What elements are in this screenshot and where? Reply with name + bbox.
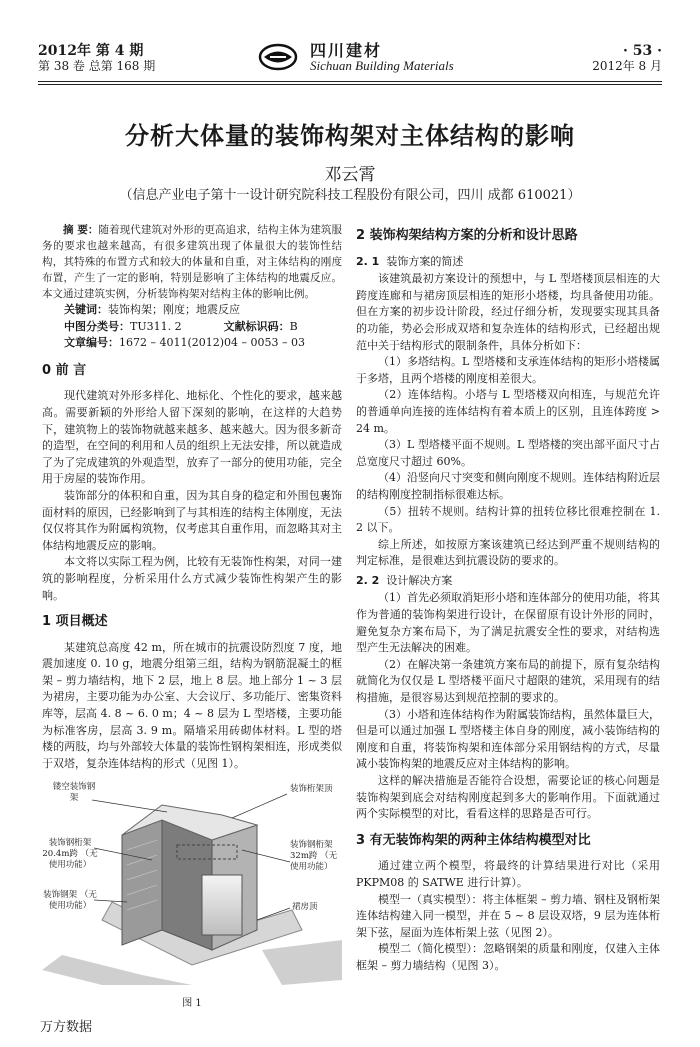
subsection-2-2-item-1: （1）首先必须取消矩形小塔和连体部分的使用功能，将其作为普通的装饰构架进行设计，在保留原有设计外形的同时，避免复杂方案布局下，为了满足抗震安全性的要求，对结构选型产生无法解决的困难。 (356, 591, 660, 655)
subsection-2-1-heading (356, 254, 660, 271)
issue-info (38, 44, 155, 74)
article-title: 分析大体量的装饰构架对主体结构的影响 (125, 122, 575, 150)
subsection-2-1-item-5: （5）扭转不规则。结构计算的扭转位移比很难控制在 1. 2 以下。 (356, 504, 660, 535)
abstract-label: 摘 要： (63, 224, 99, 236)
journal-name-en: Sichuan Building Materials (310, 58, 454, 73)
subsection-2-2-heading (356, 573, 660, 590)
section-0-paragraph-1: 现代建筑对外形多样化、地标化、个性化的要求，越来越高。需要新颖的外形给人留下深刻的影响，在这样的大趋势下，建筑物上的装饰物就越来越多、越来越大。因为很多新奇的造型，在空间的利用和人员的组织上无法安排，所以就造成了为了完成建筑的外观造型，放弃了一部分的使用功能，完全用于房屋的装饰作用。 (42, 389, 342, 486)
header-rule (38, 81, 662, 82)
issue-number: 2012年 第 4 期 (38, 43, 144, 59)
left-column (42, 222, 342, 1012)
subsection-2-2-item-2: （2）在解决第一条建筑方案布局的前提下，原有复杂结构就简化为仅仅是 L 型塔楼平面尺寸超限的建筑，采用现有的结构措施，是很容易达到规范控制的要求的。 (356, 657, 660, 705)
volume-number: 第 38 卷 总第 168 期 (38, 59, 156, 73)
issue-date: 2012年 8 月 (592, 59, 662, 73)
subsection-2-2-paragraph-1: 这样的解决措施是否能符合设想，需要论证的核心问题是装饰构架到底会对结构刚度起到多大的影响作用。下面就通过两个实际模型的对比，看看这样的思路是否可行。 (356, 774, 660, 821)
doc-code-value: B (289, 319, 298, 333)
article-number-line (42, 335, 342, 352)
subsection-2-1-paragraph-2: 综上所述，如按原方案该建筑已经达到严重不规则结构的判定标准，是很难达到抗震设防的要求的。 (356, 537, 660, 568)
section-3-paragraph-3: 模型二（简化模型）：忽略钢架的质量和刚度，仅建入主体框架 – 剪力墙结构（见图 3）。 (356, 942, 660, 972)
clc-label: 中图分类号： (64, 319, 130, 333)
page-number: · 53 · (623, 43, 662, 59)
figure-label-truss-top: 装饰桁架顶 (290, 784, 333, 795)
page-info (592, 44, 662, 74)
section-3-paragraph-1: 通过建立两个模型，将最终的计算结果进行对比（采用 PKPM08 的 SATWE 进行计算）。 (356, 859, 660, 889)
section-0-paragraph-3: 本文将以实际工程为例，比较有无装饰性构架，对同一建筑的影响程度，分析采用什么方式减少装饰性构架产生的影响。 (42, 555, 342, 602)
section-1-paragraph-1: 某建筑总高度 42 m，所在城市的抗震设防烈度 7 度，地震加速度 0. 10 g，地震分组第三组，结构为钢筋混凝土的框架 – 剪力墙结构，地下 2 层，地上 8 层。地上部分 1 ~ 3 层为裙房，主要功能为办公室、大会议厅、多功能厅、密集资料库等，层高 4. 8 ~ 6. 0 m；4 ~ 8 层为 L 型塔楼，主要功能为标准客房，层高 3. 9 m。隔墙采用砖砌体材料。L 型的塔楼的两肢，均与外部较大体量的装饰性钢构架相连，形成类似于双塔，复杂连体结构的形式（见图 1）。 (42, 640, 342, 770)
journal-name-cn: 四川建材 (310, 41, 383, 60)
doc-code-label: 文献标识码： (223, 319, 290, 333)
author-affiliation: （信息产业电子第十一设计研究院科技工程股份有限公司，四川 成都 610021） (119, 188, 581, 203)
building-rendering (42, 780, 342, 990)
abstract (42, 222, 342, 302)
figure-1 (42, 780, 342, 1012)
subsection-2-2-title: 设计解决方案 (386, 573, 453, 587)
section-0-heading: 0 前 言 (42, 362, 87, 378)
figure-label-steel-frame: 装饰钢架 （无使用功能） (43, 890, 97, 912)
keywords-text: 装饰构架；刚度；地震反应 (108, 303, 240, 316)
figure-label-hollow-frame: 镂空装饰钢架 (52, 782, 96, 804)
classification-line (42, 319, 342, 336)
figure-label-truss-20m: 装饰钢桁架 20.4m跨 （无使用功能） (42, 838, 98, 871)
journal-header (38, 38, 662, 80)
subsection-2-1-title: 装饰方案的简述 (386, 254, 464, 268)
right-column (356, 222, 660, 975)
subsection-2-2-item-3: （3）小塔和连体结构作为附属装饰结构，虽然体量巨大，但是可以通过加强 L 型塔楼主体自身的刚度，减小装饰结构的刚度和自重，将装饰构架和连体部分采用钢结构的方式，尽量减小装饰构架的地震反应对主体结构的影响。 (356, 707, 660, 771)
figure-1-caption: 图 1 (182, 998, 202, 1010)
section-3-paragraph-2: 模型一（真实模型）：将主体框架 – 剪力墙、钢柱及钢桁架连体结构建入同一模型，并在 5 ~ 8 层设双塔，9 层为连体桁架下弦，屋面为连体桁架上弦（见图 2）。 (356, 892, 660, 939)
subsection-2-1-number: 2. 1 (356, 254, 380, 268)
journal-logo (258, 38, 488, 78)
source-footer: 万方数据 (40, 1020, 93, 1035)
article-number-value: 1672 – 4011(2012)04 – 0053 – 03 (119, 336, 306, 350)
keywords-line (42, 302, 342, 319)
section-3-heading: 3 有无装饰构架的两种主体结构模型对比 (356, 832, 591, 848)
subsection-2-1-item-3: （3）L 型塔楼平面不规则。L 型塔楼的突出部平面尺寸占总宽度尺寸超过 60%。 (356, 438, 660, 468)
abstract-text: 随着现代建筑对外形的更高追求，结构主体为建筑服务的要求也越来越高，有很多建筑出现了体量很大的装饰性结构，其特殊的布置方式和较大的体量和自重，对主体结构的刚度布置，产生了一定的影响，特别是影响了主体结构的地震反应。本文通过建筑实例，分析装饰构架对结构主体的影响比例。 (42, 224, 343, 300)
subsection-2-1-item-1: （1）多塔结构。L 型塔楼和支承连体结构的矩形小塔楼属于多塔，且两个塔楼的刚度相差很大。 (356, 355, 660, 385)
subsection-2-1-item-4: （4）沿竖向尺寸突变和侧向刚度不规则。连体结构附近层的结构刚度控制指标很难达标。 (356, 471, 660, 501)
subsection-2-1-item-2: （2）连体结构。小塔与 L 型塔楼双向相连，与规范允许的普通单向连接的连体结构有着本质上的区别，且连体跨度 > 24 m。 (356, 388, 660, 435)
figure-label-truss-32m: 装饰钢桁架32m跨 （无使用功能） (290, 840, 338, 873)
subsection-2-2-number: 2. 2 (356, 573, 380, 587)
section-2-heading: 2 装饰构架结构方案的分析和设计思路 (356, 228, 578, 243)
section-0-paragraph-2: 装饰部分的体积和自重，因为其自身的稳定和外围包裹饰面材料的原因，已经影响到了与其相连的结构主体刚度，无法仅仅将其作为附属构筑物，仅考虑其自重作用，而忽略其对主体结构地震反应的影响。 (42, 488, 342, 552)
clc-value: TU311. 2 (130, 319, 182, 333)
journal-logo-icon (258, 42, 298, 72)
figure-label-podium-roof: 裙房顶 (292, 902, 318, 913)
subsection-2-1-paragraph-1: 该建筑最初方案设计的预想中，与 L 型塔楼顶层相连的大跨度连廊和与裙房顶层相连的矩形小塔楼，均具备使用功能。但在方案的初步设计阶段，经过仔细分析，发现要实现其具备的功能，势必会形成双塔和复杂连体的结构形式，已经超出规范中关于结构形式的限制条件，具体分析如下： (356, 272, 660, 352)
keywords-label: 关键词： (64, 303, 108, 316)
article-number-label: 文章编号： (64, 336, 119, 350)
article-author: 邓云霄 (324, 165, 376, 185)
header-rule-2 (38, 84, 662, 85)
section-1-heading: 1 项目概述 (42, 614, 108, 630)
